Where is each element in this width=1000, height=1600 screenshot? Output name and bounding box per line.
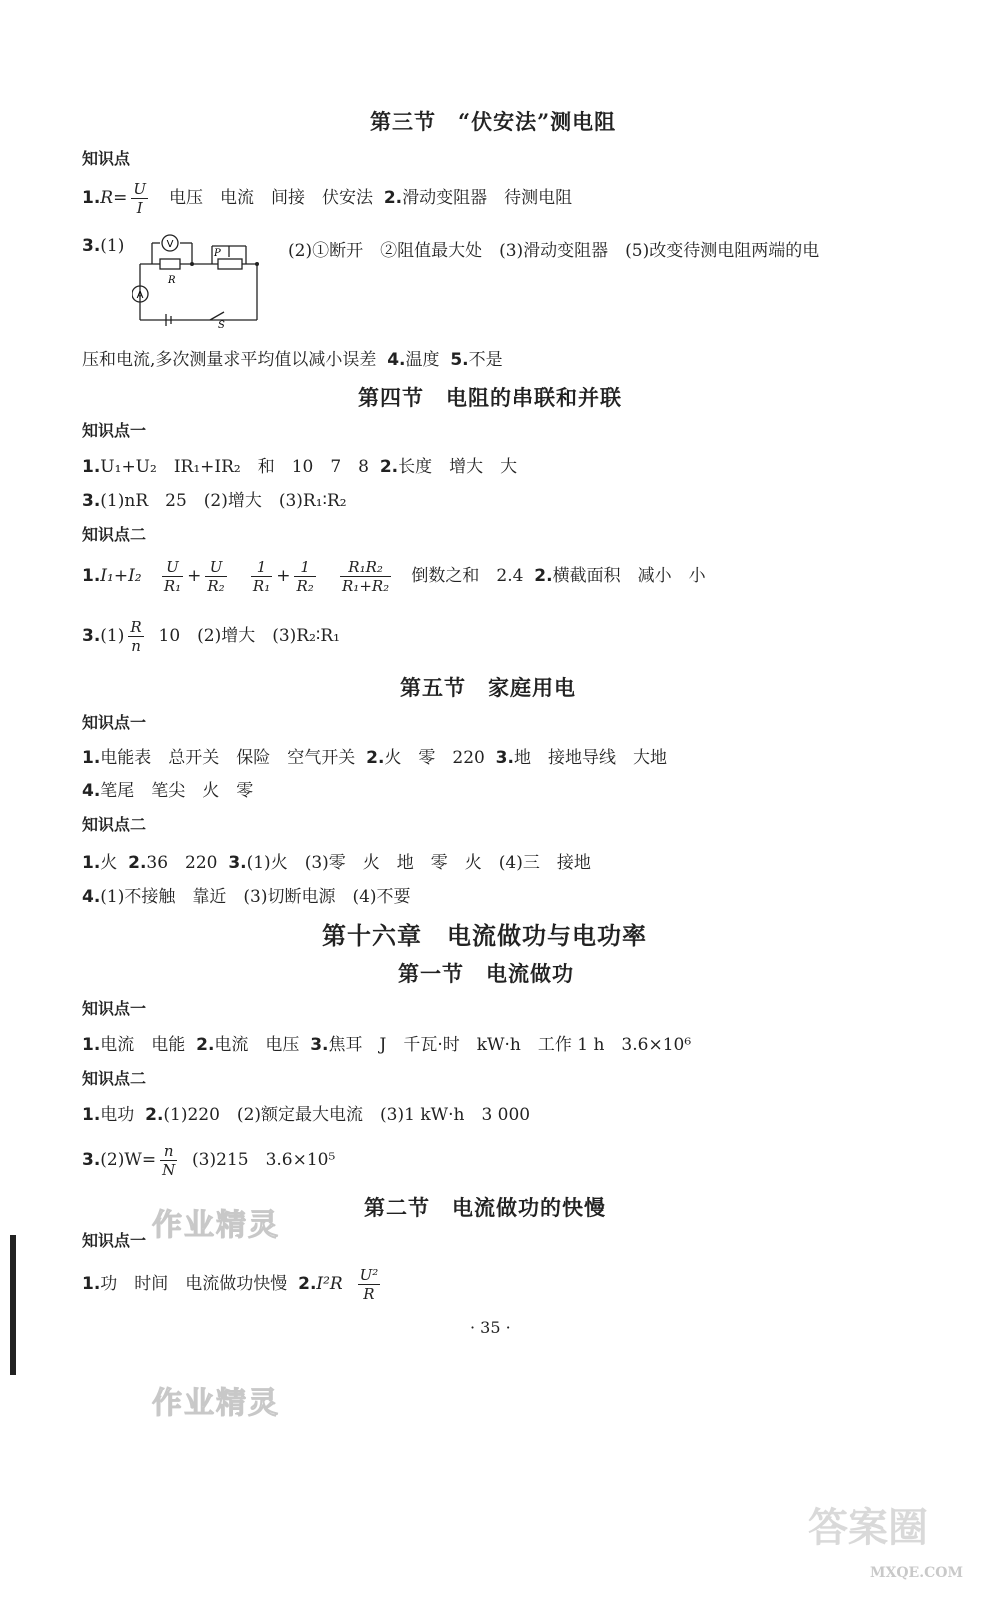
fraction: $\frac{\text{U²}}{R}$: [359, 1266, 379, 1303]
knowledge-point-label: 知识点一: [82, 713, 147, 732]
switch-label: S: [218, 320, 225, 328]
answer-line: 1.电功 2.(1)220 (2)额定最大电流 (3)1 kW·h 3 000: [82, 1105, 531, 1125]
knowledge-point-label: 知识点一: [82, 421, 147, 440]
answer-line: 压和电流,多次测量求平均值以减小误差 4.温度 5.不是: [82, 350, 503, 370]
fraction: $\frac{1}{\text{R₂}}$: [296, 558, 314, 595]
answer-line: 3.(1)nR 25 (2)增大 (3)R₁∶R₂: [82, 491, 347, 511]
answer-line: 4.(1)不接触 靠近 (3)切断电源 (4)不要: [82, 887, 411, 907]
section-title: 第五节 家庭用电: [400, 675, 576, 700]
knowledge-point-label: 知识点二: [82, 815, 147, 834]
answer-line: (2)①断开 ②阻值最大处 (3)滑动变阻器 (5)改变待测电阻两端的电: [288, 241, 820, 261]
knowledge-point-label: 知识点二: [82, 525, 147, 544]
fraction: $\frac{1}{\text{R₁}}$: [252, 558, 271, 595]
section-title: 第一节 电流做功: [398, 961, 574, 986]
answer-line: 1.电流 电能 2.电流 电压 3.焦耳 J 千瓦·时 kW·h 工作 1 h 3.6×10⁶: [82, 1035, 692, 1055]
answer-line: 3.(2)W= $\frac{n}{N}$ (3)215 3.6×10⁵: [82, 1142, 336, 1179]
rheostat-label: P: [214, 248, 221, 259]
scan-edge-shadow: [10, 1235, 16, 1375]
chapter-title: 第十六章 电流做功与电功率: [322, 921, 647, 950]
answer-line: 1.功 时间 电流做功快慢 2.I²R $\frac{\text{U²}}{R}$: [82, 1266, 379, 1303]
voltmeter-label: V: [166, 239, 174, 250]
section-title: 第四节 电阻的串联和并联: [358, 385, 622, 410]
fraction: $\frac{U}{\text{R₂}}$: [207, 558, 225, 595]
section-title: 第三节 “伏安法”测电阻: [370, 109, 617, 134]
fraction: $\frac{U}{I}$: [133, 180, 146, 217]
knowledge-point-label: 知识点一: [82, 999, 147, 1018]
watermark: 作业精灵: [152, 1208, 280, 1243]
watermark: 作业精灵: [152, 1386, 280, 1421]
fraction: $\frac{n}{N}$: [162, 1142, 176, 1179]
knowledge-point-label: 知识点一: [82, 1231, 147, 1250]
fraction: $\frac{R}{n}$: [130, 618, 142, 655]
fraction: $\frac{U}{\text{R₁}}$: [163, 558, 182, 595]
answer-line: 1.火 2.36 220 3.(1)火 (3)零 火 地 零 火 (4)三 接地: [82, 853, 591, 873]
resistor-label: R: [168, 275, 176, 286]
answer-line: 4.笔尾 笔尖 火 零: [82, 781, 254, 801]
watermark-url: MXQE.COM: [870, 1565, 963, 1581]
answer-line: 1.I₁+I₂ $\frac{U}{\text{R₁}}$ + $\frac{U}{\text{R₂}}$ $\frac{1}{\text{R₁}}$ + $\frac{1}{\text{R₂}}$ $\frac{\text{R₁R₂}}{\text{R₁+R₂}}$ 倒数之和 2.4 2.横截面积 减小 小: [82, 558, 706, 595]
ammeter-label: A: [136, 290, 144, 301]
answer-line: 3.(1): [82, 236, 125, 256]
watermark-logo: 答案圈: [808, 1504, 928, 1551]
answer-line: 1.电能表 总开关 保险 空气开关 2.火 零 220 3.地 接地导线 大地: [82, 748, 667, 768]
answer-line: 1.R= $\frac{U}{I}$ 电压 电流 间接 伏安法 2.滑动变阻器 待测电阻: [82, 180, 573, 217]
page-number: · 35 ·: [470, 1318, 511, 1337]
answer-line: 1.U₁+U₂ IR₁+IR₂ 和 10 7 8 2.长度 增大 大: [82, 457, 518, 477]
fraction: $\frac{\text{R₁R₂}}{\text{R₁+R₂}}$: [342, 558, 390, 595]
section-title: 第二节 电流做功的快慢: [364, 1195, 606, 1220]
circuit-diagram: [132, 228, 272, 328]
knowledge-point-label: 知识点: [82, 149, 131, 168]
answer-line: 3.(1) $\frac{R}{n}$ 10 (2)增大 (3)R₂∶R₁: [82, 618, 340, 655]
knowledge-point-label: 知识点二: [82, 1069, 147, 1088]
